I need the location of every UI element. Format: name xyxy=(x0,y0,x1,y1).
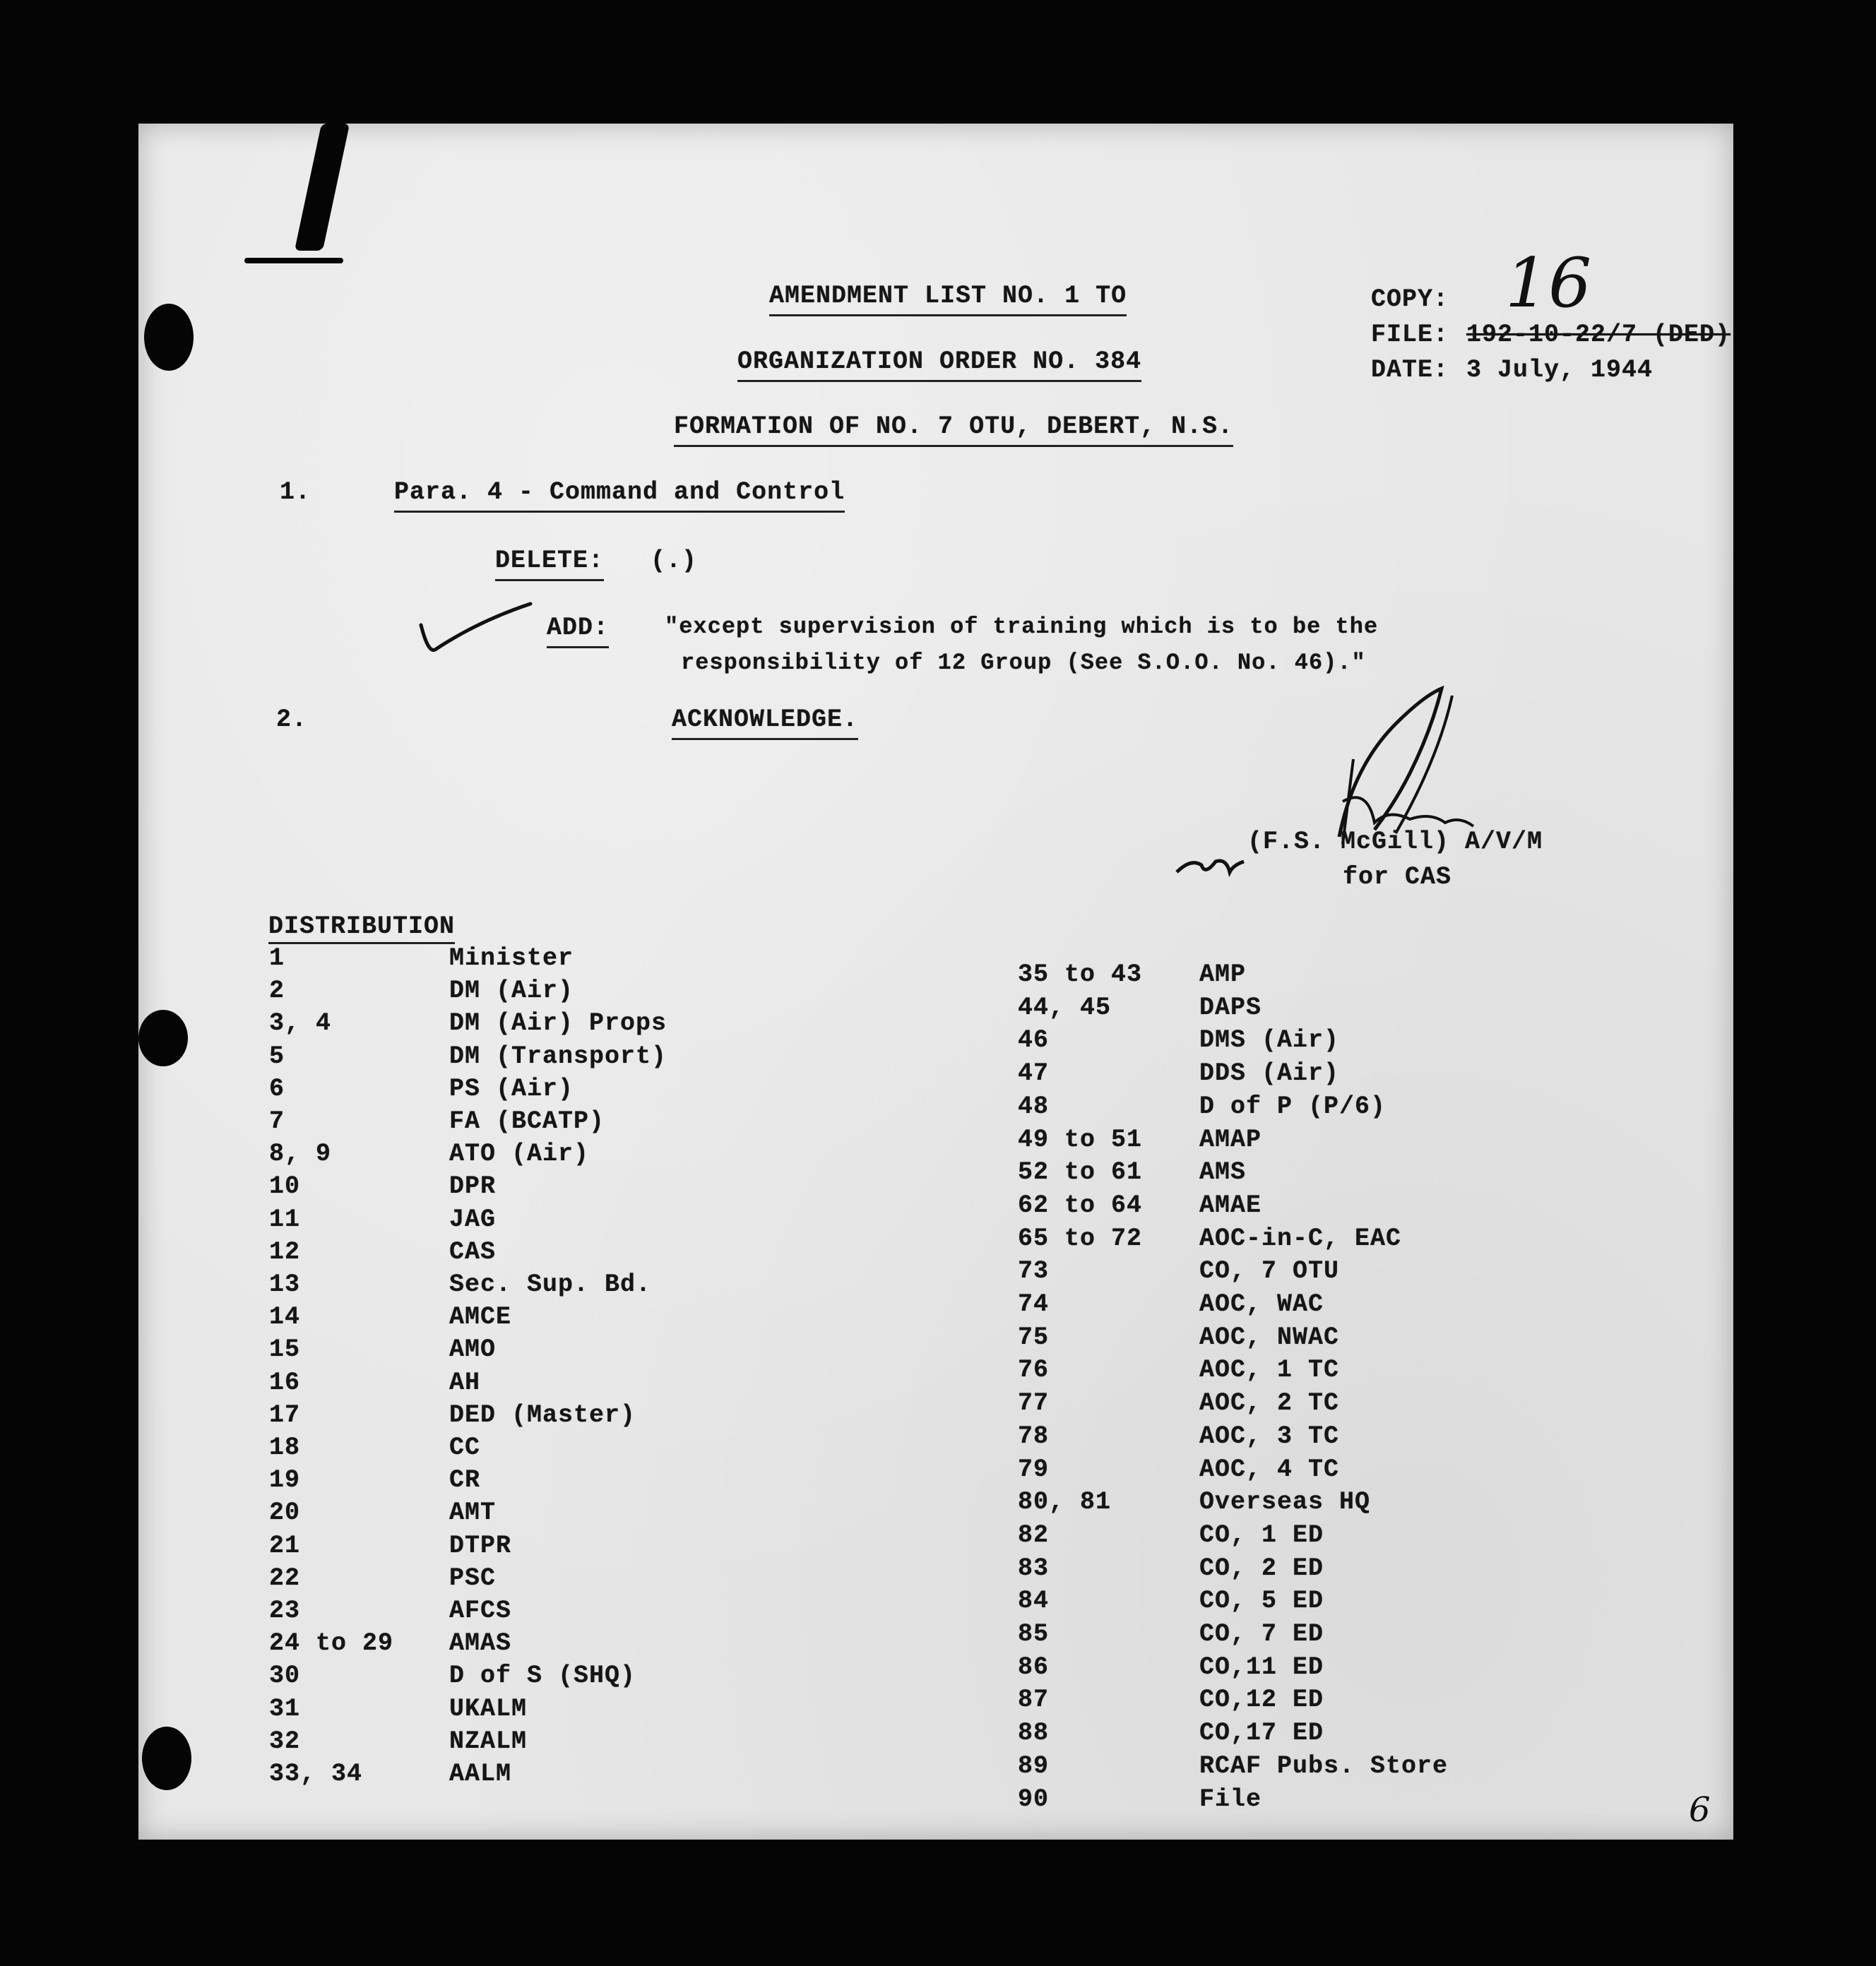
distribution-recipient: AMT xyxy=(449,1499,497,1527)
distribution-number: 46 xyxy=(1018,1026,1050,1055)
distribution-recipient: DMS (Air) xyxy=(1199,1026,1340,1055)
distribution-number: 73 xyxy=(1018,1257,1050,1286)
distribution-number: 7 xyxy=(269,1107,285,1136)
distribution-recipient: DAPS xyxy=(1199,993,1262,1022)
delete-label: DELETE: xyxy=(495,549,604,581)
distribution-number: 33, 34 xyxy=(269,1760,363,1788)
distribution-recipient: JAG xyxy=(449,1205,497,1234)
distribution-recipient: D of S (SHQ) xyxy=(449,1662,636,1691)
date-value: 3 July, 1944 xyxy=(1466,356,1654,384)
signature-scrawl xyxy=(1163,660,1586,893)
distribution-recipient: CO, 1 ED xyxy=(1199,1520,1324,1549)
distribution-number: 1 xyxy=(269,944,285,972)
distribution-number: 79 xyxy=(1018,1455,1050,1484)
add-line1: "except supervision of training which is to be the xyxy=(665,614,1379,640)
distribution-recipient: UKALM xyxy=(449,1694,528,1723)
copy-label: COPY: xyxy=(1371,285,1449,314)
distribution-recipient: FA (BCATP) xyxy=(449,1107,605,1136)
date-label: DATE: xyxy=(1371,356,1449,384)
distribution-recipient: PS (Air) xyxy=(449,1074,574,1103)
distribution-recipient: AH xyxy=(449,1368,481,1397)
distribution-number: 13 xyxy=(269,1270,301,1299)
distribution-recipient: CO,12 ED xyxy=(1199,1686,1324,1715)
distribution-recipient: AOC, NWAC xyxy=(1199,1323,1340,1352)
signatory-name: (F.S. McGill) A/V/M xyxy=(1247,828,1543,856)
distribution-recipient: AOC, 1 TC xyxy=(1199,1356,1340,1385)
distribution-recipient: AOC, 4 TC xyxy=(1199,1455,1340,1484)
distribution-recipient: AOC, 3 TC xyxy=(1199,1422,1340,1450)
distribution-recipient: Overseas HQ xyxy=(1199,1488,1371,1517)
distribution-number: 47 xyxy=(1018,1059,1050,1088)
distribution-number: 75 xyxy=(1018,1323,1050,1352)
page-mark-handwritten: 6 xyxy=(1689,1790,1711,1830)
distribution-number: 20 xyxy=(269,1499,301,1527)
distribution-recipient: AFCS xyxy=(449,1597,512,1625)
add-line2: responsibility of 12 Group (See S.O.O. No. 46)." xyxy=(681,650,1366,676)
distribution-number: 12 xyxy=(269,1237,301,1266)
distribution-recipient: CO, 7 OTU xyxy=(1199,1257,1340,1286)
distribution-number: 78 xyxy=(1018,1422,1050,1450)
distribution-number: 86 xyxy=(1018,1652,1050,1681)
distribution-number: 62 to 64 xyxy=(1018,1191,1143,1220)
distribution-number: 14 xyxy=(269,1303,301,1332)
distribution-recipient: AOC-in-C, EAC xyxy=(1199,1224,1402,1253)
distribution-number: 23 xyxy=(269,1597,301,1625)
distribution-recipient: DM (Air) xyxy=(449,977,574,1006)
subject-heading: FORMATION OF NO. 7 OTU, DEBERT, N.S. xyxy=(674,415,1233,447)
distribution-number: 49 to 51 xyxy=(1018,1125,1143,1154)
distribution-number: 52 to 61 xyxy=(1018,1158,1143,1187)
distribution-recipient: NZALM xyxy=(449,1727,528,1756)
distribution-recipient: AOC, 2 TC xyxy=(1199,1389,1340,1418)
distribution-recipient: D of P (P/6) xyxy=(1199,1092,1387,1121)
signatory-for: for CAS xyxy=(1343,863,1452,891)
distribution-recipient: AMAP xyxy=(1199,1125,1262,1154)
distribution-number: 35 to 43 xyxy=(1018,960,1143,989)
distribution-recipient: DPR xyxy=(449,1172,497,1201)
distribution-number: 48 xyxy=(1018,1092,1050,1121)
distribution-number: 19 xyxy=(269,1466,301,1495)
file-value: 192-10-22/7 (DED) xyxy=(1466,321,1731,349)
distribution-recipient: ATO (Air) xyxy=(449,1140,590,1169)
distribution-number: 82 xyxy=(1018,1520,1050,1549)
distribution-recipient: DM (Air) Props xyxy=(449,1009,667,1038)
distribution-number: 84 xyxy=(1018,1587,1050,1616)
distribution-recipient: CO, 2 ED xyxy=(1199,1554,1324,1583)
distribution-recipient: CO,17 ED xyxy=(1199,1719,1324,1748)
punch-hole-middle xyxy=(138,1010,188,1066)
distribution-recipient: DTPR xyxy=(449,1531,512,1560)
distribution-number: 5 xyxy=(269,1042,285,1071)
distribution-number: 2 xyxy=(269,977,285,1006)
title-line2: ORGANIZATION ORDER NO. 384 xyxy=(737,350,1141,382)
distribution-number: 22 xyxy=(269,1563,301,1592)
item1-number: 1. xyxy=(280,478,311,506)
distribution-recipient: AALM xyxy=(449,1760,512,1788)
distribution-number: 74 xyxy=(1018,1290,1050,1318)
distribution-recipient: AMP xyxy=(1199,960,1247,989)
distribution-recipient: DED (Master) xyxy=(449,1400,636,1429)
distribution-recipient: CO, 5 ED xyxy=(1199,1587,1324,1616)
distribution-number: 77 xyxy=(1018,1389,1050,1418)
distribution-number: 6 xyxy=(269,1074,285,1103)
distribution-number: 11 xyxy=(269,1205,301,1234)
item1-heading: Para. 4 - Command and Control xyxy=(394,480,845,513)
distribution-recipient: CR xyxy=(449,1466,481,1495)
distribution-number: 31 xyxy=(269,1694,301,1723)
distribution-number: 10 xyxy=(269,1172,301,1201)
distribution-number: 88 xyxy=(1018,1719,1050,1748)
distribution-number: 87 xyxy=(1018,1686,1050,1715)
distribution-number: 65 to 72 xyxy=(1018,1224,1143,1253)
distribution-number: 32 xyxy=(269,1727,301,1756)
distribution-recipient: AMAS xyxy=(449,1629,512,1658)
file-label: FILE: xyxy=(1371,321,1449,349)
distribution-number: 24 to 29 xyxy=(269,1629,394,1658)
item2-heading: ACKNOWLEDGE. xyxy=(672,708,858,740)
distribution-number: 89 xyxy=(1018,1751,1050,1780)
distribution-number: 80, 81 xyxy=(1018,1488,1112,1517)
punch-hole-bottom xyxy=(142,1727,191,1790)
distribution-recipient: PSC xyxy=(449,1563,497,1592)
distribution-recipient: CO, 7 ED xyxy=(1199,1620,1324,1648)
punch-hole-top xyxy=(144,304,194,371)
distribution-number: 44, 45 xyxy=(1018,993,1112,1022)
document-page xyxy=(138,124,1733,1840)
delete-value: (.) xyxy=(651,547,698,575)
distribution-recipient: AOC, WAC xyxy=(1199,1290,1324,1318)
item2-number: 2. xyxy=(276,705,308,734)
distribution-number: 15 xyxy=(269,1335,301,1364)
ink-smudge xyxy=(295,124,350,251)
checkmark-icon xyxy=(414,597,541,660)
distribution-recipient: AMO xyxy=(449,1335,497,1364)
distribution-number: 18 xyxy=(269,1434,301,1462)
distribution-number: 30 xyxy=(269,1662,301,1691)
distribution-number: 76 xyxy=(1018,1356,1050,1385)
distribution-recipient: CC xyxy=(449,1434,481,1462)
distribution-recipient: Minister xyxy=(449,944,574,972)
distribution-number: 85 xyxy=(1018,1620,1050,1648)
distribution-number: 16 xyxy=(269,1368,301,1397)
add-label: ADD: xyxy=(547,616,609,648)
distribution-number: 83 xyxy=(1018,1554,1050,1583)
distribution-recipient: DDS (Air) xyxy=(1199,1059,1340,1088)
distribution-recipient: AMS xyxy=(1199,1158,1247,1187)
distribution-recipient: CAS xyxy=(449,1237,497,1266)
distribution-recipient: AMAE xyxy=(1199,1191,1262,1220)
distribution-number: 3, 4 xyxy=(269,1009,332,1038)
ink-dots xyxy=(244,258,343,263)
distribution-heading: DISTRIBUTION xyxy=(268,915,455,944)
distribution-recipient: Sec. Sup. Bd. xyxy=(449,1270,652,1299)
title-line1: AMENDMENT LIST NO. 1 TO xyxy=(769,284,1127,316)
distribution-recipient: File xyxy=(1199,1785,1262,1813)
distribution-number: 21 xyxy=(269,1531,301,1560)
distribution-recipient: RCAF Pubs. Store xyxy=(1199,1751,1449,1780)
distribution-number: 8, 9 xyxy=(269,1140,332,1169)
copy-number-handwritten: 16 xyxy=(1505,244,1592,323)
distribution-recipient: DM (Transport) xyxy=(449,1042,667,1071)
distribution-recipient: AMCE xyxy=(449,1303,512,1332)
distribution-number: 17 xyxy=(269,1400,301,1429)
distribution-recipient: CO,11 ED xyxy=(1199,1652,1324,1681)
distribution-number: 90 xyxy=(1018,1785,1050,1813)
